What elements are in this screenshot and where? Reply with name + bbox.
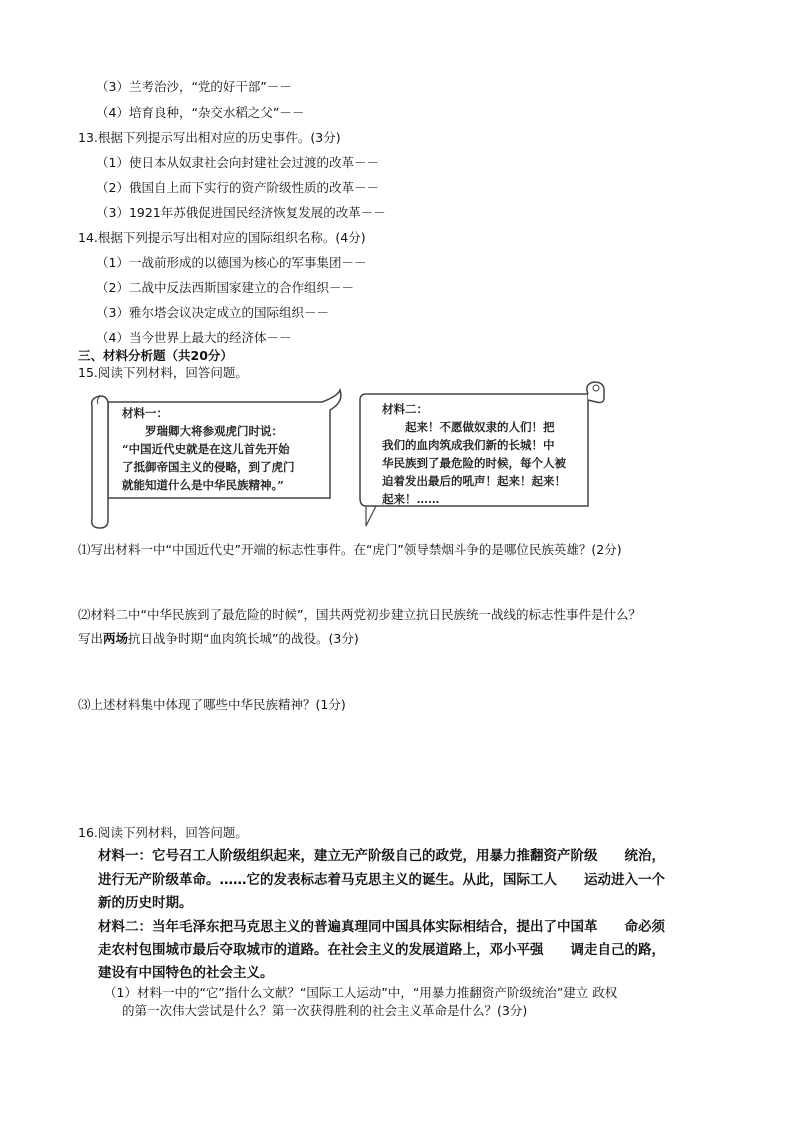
q16-sub-1-line-1: （1）材料一中的“它”指什么文献？“国际工人运动”中，“用暴力推翻资产阶级统治”建立 政权 [104, 985, 618, 1000]
section-3-title: 三、材料分析题（共20分） [78, 348, 233, 363]
q16-material-1-line-2: 进行无产阶级革命。……它的发表标志着马克思主义的诞生。从此，国际工人 运动进入一个 [98, 872, 665, 888]
q13-item-3: （3）1921年苏俄促进国民经济恢复发展的改革－－ [96, 205, 386, 220]
q15-sub-2-emphasis: 两场 [103, 631, 129, 646]
q16-stem: 16.阅读下列材料，回答问题。 [78, 825, 248, 840]
q14-item-3: （3）雅尔塔会议决定成立的国际组织－－ [96, 305, 329, 320]
material-1-line: 了抵御帝国主义的侵略，到了虎门 [122, 460, 295, 474]
q16-material-2-line-1: 材料二：当年毛泽东把马克思主义的普遍真理同中国具体实际相结合，提出了中国革 命必须 [98, 919, 665, 935]
q16-material-2-line-2: 走农村包围城市最后夺取城市的道路。在社会主义的发展道路上，邓小平强 调走自己的路， [98, 942, 665, 958]
q15-sub-2-line-1: ⑵材料二中“中华民族到了最危险的时候”，国共两党初步建立抗日民族统一战线的标志性事件是什么？ [78, 607, 641, 622]
material-2-line: 起来！不愿做奴隶的人们！把 [382, 420, 555, 434]
q14-item-1: （1）一战前形成的以德国为核心的军事集团－－ [96, 255, 367, 270]
material-2-line: 华民族到了最危险的时候，每个人被 [382, 456, 566, 470]
q16-sub-1-line-2: 的第一次伟大尝试是什么？第一次获得胜利的社会主义革命是什么？(3分) [122, 1003, 528, 1018]
q15-sub-3: ⑶上述材料集中体现了哪些中华民族精神？(1分) [78, 697, 346, 712]
material-2-line: 迫着发出最后的吼声！起来！起来！ [382, 474, 566, 488]
q16-material-1-line-1: 材料一：它号召工人阶级组织起来，建立无产阶级自己的政党，用暴力推翻资产阶级 统治， [98, 848, 665, 864]
q14-item-2: （2）二战中反法西斯国家建立的合作组织－－ [96, 280, 354, 295]
q16-material-1-line-3: 新的历史时期。 [98, 895, 193, 911]
q13-item-1: （1）使日本从奴隶社会向封建社会过渡的改革－－ [96, 155, 379, 170]
q15-sub-2-prefix: 写出 [78, 631, 104, 646]
q15-sub-2-line-2 [78, 630, 359, 648]
q14-stem: 14.根据下列提示写出相对应的国际组织名称。(4分) [78, 230, 366, 245]
q15-sub-2-suffix: 抗日战争时期“血肉筑长城”的战役。(3分) [128, 631, 359, 646]
q12-item-4: （4）培育良种，“杂交水稻之父”－－ [96, 105, 305, 120]
material-1-line: 材料一： [122, 406, 168, 420]
material-2-scroll [356, 378, 610, 530]
material-2-line: 起来！…… [382, 492, 440, 506]
material-2-line: 材料二： [382, 402, 428, 416]
q14-item-4: （4）当今世界上最大的经济体－－ [96, 330, 292, 345]
material-2-text [382, 400, 566, 508]
material-1-line: 罗瑞卿大将参观虎门时说： [122, 424, 283, 438]
material-1-scroll [86, 388, 348, 530]
material-1-line: 就能知道什么是中华民族精神。” [122, 478, 284, 492]
material-1-text [122, 404, 295, 494]
q15-stem: 15.阅读下列材料，回答问题。 [78, 365, 248, 380]
material-1-line: “中国近代史就是在这儿首先开始 [122, 442, 290, 456]
q15-sub-1: ⑴写出材料一中“中国近代史”开端的标志性事件。在“虎门”领导禁烟斗争的是哪位民族英雄？(2分) [78, 542, 622, 557]
q13-stem: 13.根据下列提示写出相对应的历史事件。(3分) [78, 130, 341, 145]
q16-material-2-line-3: 建设有中国特色的社会主义。 [98, 965, 274, 981]
material-2-line: 我们的血肉筑成我们新的长城！中 [382, 438, 555, 452]
q12-item-3: （3）兰考治沙，“党的好干部”－－ [96, 79, 292, 94]
q13-item-2: （2）俄国自上而下实行的资产阶级性质的改革－－ [96, 180, 379, 195]
